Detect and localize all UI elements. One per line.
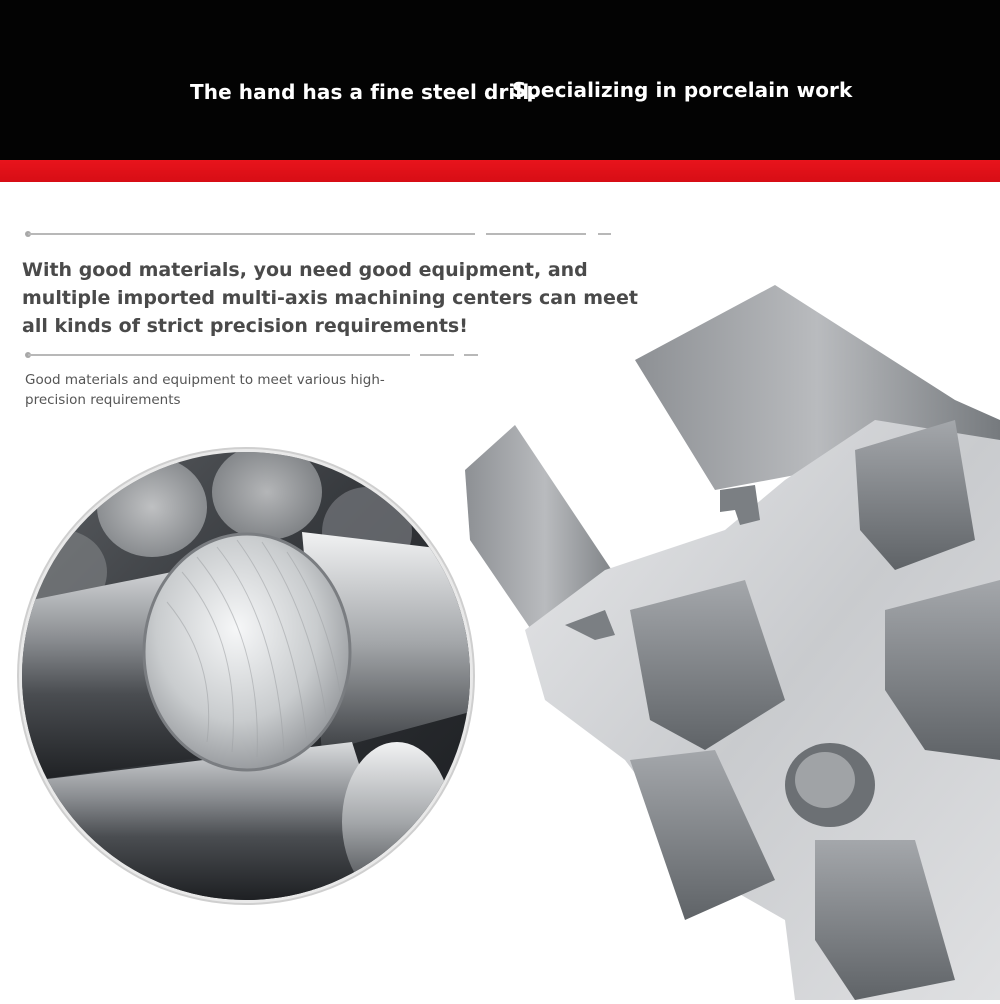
banner-left-text: The hand has a fine steel drill.: [190, 80, 537, 104]
red-stripe: [0, 160, 1000, 182]
subtext: Good materials and equipment to meet various high-precision requirements: [25, 372, 385, 408]
aluminum-profile-illustration: [455, 280, 1000, 1000]
metal-rod-illustration: [22, 452, 470, 900]
metal-rod-photo: [22, 452, 470, 900]
headline: With good materials, you need good equipment, and multiple imported multi-axis machining centers can meet all kinds of strict precision requirements!: [22, 259, 638, 337]
aluminum-profile-photo: [455, 280, 1000, 1000]
top-banner: [0, 0, 1000, 160]
banner-right-text: Specializing in porcelain work: [512, 78, 853, 102]
